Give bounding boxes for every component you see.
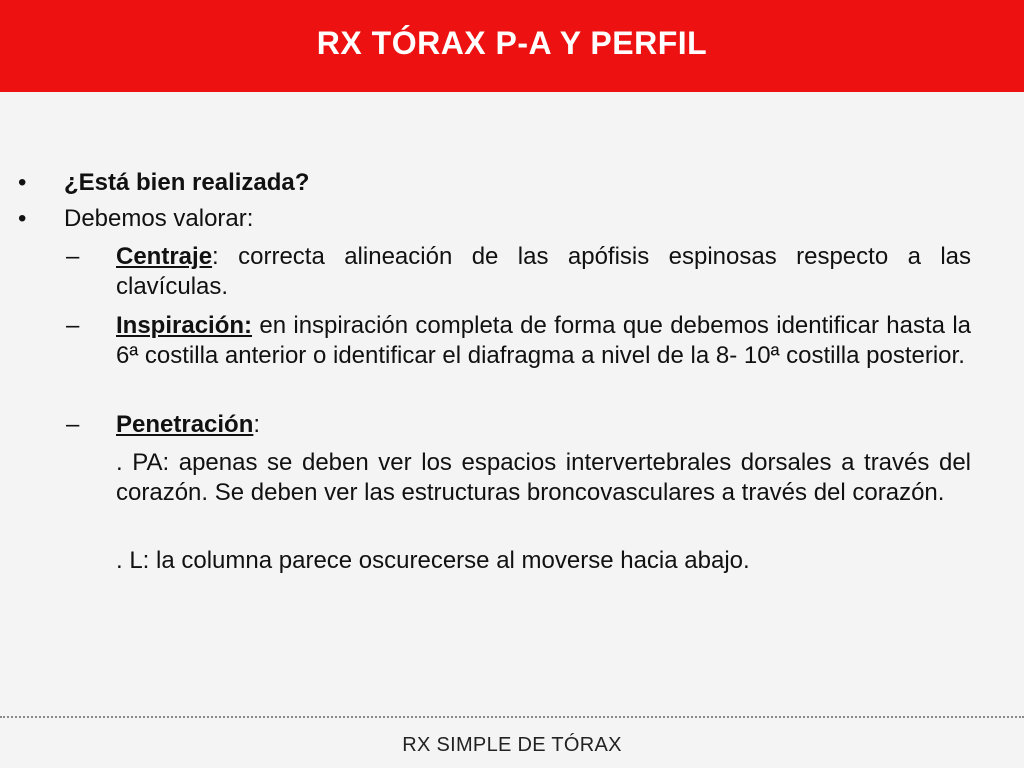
dash-icon: – <box>66 243 80 270</box>
sub-item-text <box>116 311 971 371</box>
keyword: Centraje <box>116 243 213 270</box>
title-bar <box>0 0 1024 92</box>
dash-icon: – <box>66 411 80 438</box>
sub-item-text <box>116 242 971 302</box>
keyword: Inspiración: <box>116 312 253 339</box>
sub-item-body: en inspiración completa de forma que debemos identificar hasta la 6ª costilla anterior o identificar el diafragma a nivel de la 8- 10ª costilla posterior. <box>116 312 971 369</box>
paragraph-l: . L: la columna parece oscurecerse al moverse hacia abajo. <box>116 547 750 574</box>
sub-item-text <box>116 410 971 440</box>
sub-item-body: : <box>253 411 261 438</box>
dotted-divider <box>0 716 1024 718</box>
dash-icon: – <box>66 312 80 339</box>
slide-title: RX TÓRAX P-A Y PERFIL <box>316 24 708 61</box>
footer-text: RX SIMPLE DE TÓRAX <box>402 734 622 756</box>
paragraph-pa: . PA: apenas se deben ver los espacios intervertebrales dorsales a través del corazón. Se deben ver las estructuras broncovasculares a través del corazón. <box>116 449 971 506</box>
keyword: Penetración <box>116 411 254 438</box>
sub-item-body: : correcta alineación de las apófisis espinosas respecto a las clavículas. <box>116 243 971 300</box>
bullet-icon: • <box>18 205 27 232</box>
bullet-icon: • <box>18 169 27 196</box>
bullet-text: Debemos valorar: <box>64 205 254 232</box>
bullet-text: ¿Está bien realizada? <box>64 169 310 196</box>
